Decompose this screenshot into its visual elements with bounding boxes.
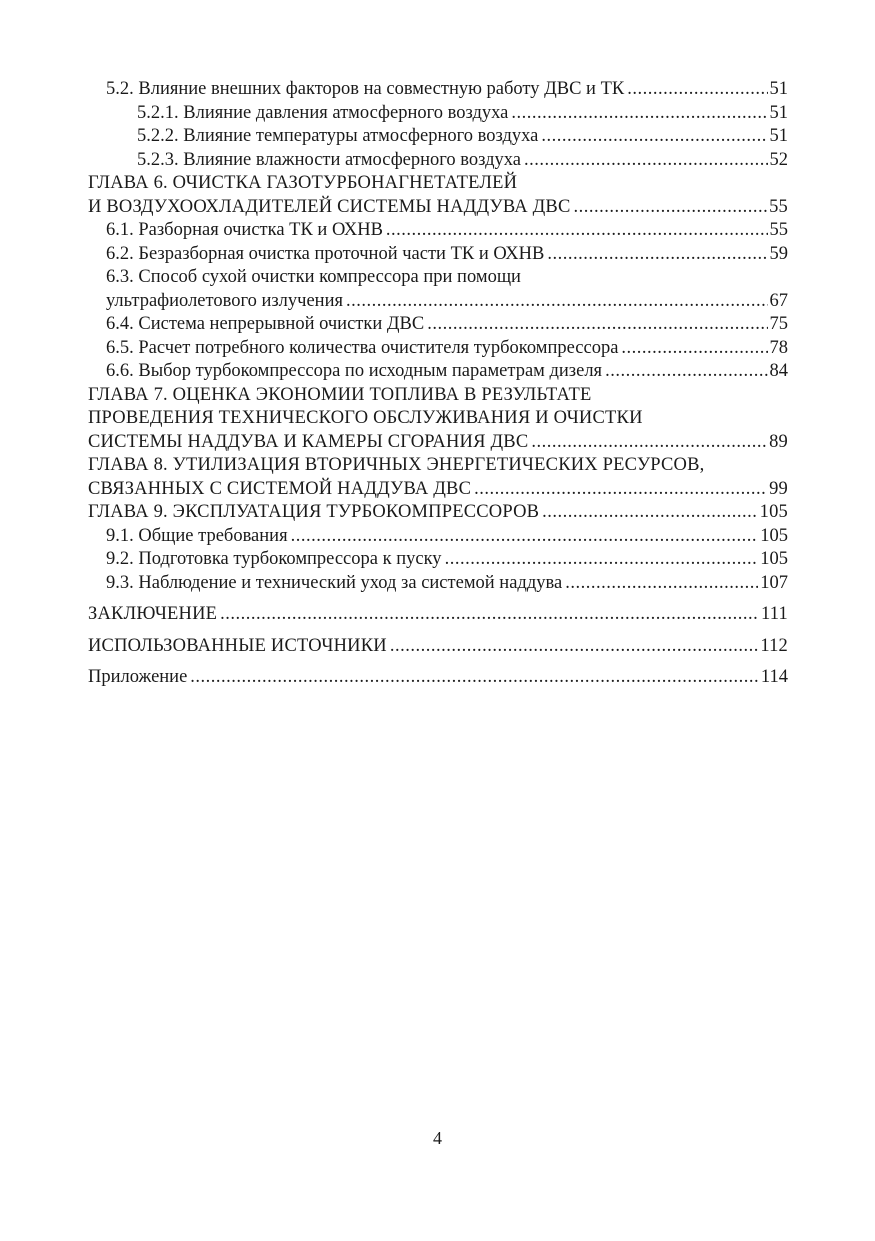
toc-chapter-entry[interactable]: [88, 603, 788, 627]
toc-entry-title: ЗАКЛЮЧЕНИЕ: [88, 604, 218, 624]
toc-entry-page: 67: [769, 290, 788, 311]
toc-entry-page: 114: [760, 667, 788, 687]
leader-dots: [541, 125, 767, 149]
leader-dots: [531, 431, 767, 455]
leader-dots: [390, 635, 759, 659]
leader-dots: [574, 196, 768, 220]
toc-entry[interactable]: [88, 548, 788, 572]
toc-entry-title: 9.1. Общие требования: [106, 525, 288, 546]
toc-entry-title: 9.2. Подготовка турбокомпрессора к пуску: [106, 549, 442, 569]
leader-dots: [627, 78, 767, 102]
page-number: 4: [433, 1128, 442, 1148]
toc-entry-page: 112: [760, 635, 788, 656]
toc-entry-page: 59: [769, 243, 788, 264]
chapter-7-title-line: ПРОВЕДЕНИЯ ТЕХНИЧЕСКОГО ОБСЛУЖИВАНИЯ И ОЧИСТКИ: [88, 408, 643, 428]
toc-entry[interactable]: [88, 525, 788, 549]
leader-dots: [474, 478, 767, 502]
toc-entry-page: 55: [769, 196, 788, 217]
toc-entry[interactable]: [88, 78, 788, 102]
leader-dots: [220, 603, 759, 627]
toc-entry-title: И ВОЗДУХООХЛАДИТЕЛЕЙ СИСТЕМЫ НАДДУВА ДВС: [88, 196, 571, 217]
leader-dots: [565, 572, 758, 596]
toc-entry-page: 107: [760, 572, 788, 593]
toc-entry-title: 5.2. Влияние внешних факторов на совместную работу ДВС и ТК: [106, 79, 625, 99]
chapter-8-title-line: ГЛАВА 8. УТИЛИЗАЦИЯ ВТОРИЧНЫХ ЭНЕРГЕТИЧЕСКИХ РЕСУРСОВ,: [88, 455, 705, 475]
toc-chapter-entry[interactable]: [88, 666, 788, 690]
toc-entry-title: 5.2.2. Влияние температуры атмосферного воздуха: [137, 126, 539, 146]
toc-entry[interactable]: [88, 337, 788, 361]
toc-entry-title: СИСТЕМЫ НАДДУВА И КАМЕРЫ СГОРАНИЯ ДВС: [88, 431, 529, 452]
toc-chapter-entry[interactable]: [88, 431, 788, 455]
toc-entry-title: Приложение: [88, 667, 188, 687]
leader-dots: [542, 501, 757, 525]
toc-entry[interactable]: [88, 102, 788, 126]
toc-entry-page: 52: [769, 149, 788, 170]
leader-dots: [547, 243, 767, 267]
leader-dots: [386, 219, 768, 243]
leader-dots: [621, 337, 767, 361]
toc-chapter-entry[interactable]: [88, 196, 788, 220]
toc-entry-title: СВЯЗАННЫХ С СИСТЕМОЙ НАДДУВА ДВС: [88, 478, 472, 499]
toc-entry[interactable]: [88, 290, 788, 314]
toc-entry-title: 6.2. Безразборная очистка проточной части ТК и ОХНВ: [106, 243, 545, 264]
section-6-3-title-line: 6.3. Способ сухой очистки компрессора при помощи: [106, 267, 521, 287]
toc-entry-title: 5.2.1. Влияние давления атмосферного воздуха: [137, 102, 509, 123]
toc-chapter-entry[interactable]: [88, 478, 788, 502]
toc-entry-page: 84: [769, 361, 788, 381]
toc-entry-page: 111: [761, 604, 788, 624]
toc-entry-page: 105: [760, 525, 788, 546]
chapter-7-title-line: ГЛАВА 7. ОЦЕНКА ЭКОНОМИИ ТОПЛИВА В РЕЗУЛЬТАТЕ: [88, 384, 592, 405]
toc-entry-page: 105: [759, 502, 788, 522]
toc-entry[interactable]: [88, 149, 788, 173]
leader-dots: [291, 525, 759, 549]
leader-dots: [427, 313, 767, 337]
toc-entry-page: 51: [769, 102, 788, 123]
leader-dots: [511, 102, 767, 126]
toc-chapter-entry[interactable]: [88, 501, 788, 525]
leader-dots: [524, 149, 767, 173]
leader-dots: [445, 548, 759, 572]
toc-entry-title: 6.5. Расчет потребного количества очистителя турбокомпрессора: [106, 337, 619, 358]
toc-entry-title: ГЛАВА 9. ЭКСПЛУАТАЦИЯ ТУРБОКОМПРЕССОРОВ: [88, 502, 540, 522]
toc-entry[interactable]: [88, 125, 788, 149]
chapter-6-title-line: ГЛАВА 6. ОЧИСТКА ГАЗОТУРБОНАГНЕТАТЕЛЕЙ: [88, 173, 518, 193]
leader-dots: [605, 360, 767, 384]
toc-entry-title: 9.3. Наблюдение и технический уход за системой наддува: [106, 572, 563, 593]
toc-entry-title: ультрафиолетового излучения: [106, 290, 343, 311]
toc-entry-page: 55: [769, 220, 788, 240]
toc-entry[interactable]: [88, 572, 788, 596]
toc-entry[interactable]: [88, 313, 788, 337]
toc-entry[interactable]: [88, 360, 788, 384]
toc-entry[interactable]: [88, 243, 788, 267]
toc-entry-page: 51: [769, 126, 788, 146]
table-of-contents: [88, 78, 788, 690]
toc-entry-title: 5.2.3. Влияние влажности атмосферного воздуха: [137, 149, 522, 170]
toc-entry-page: 51: [769, 79, 788, 99]
toc-entry-title: 6.1. Разборная очистка ТК и ОХНВ: [106, 220, 383, 240]
toc-entry[interactable]: [88, 219, 788, 243]
toc-entry-title: ИСПОЛЬЗОВАННЫЕ ИСТОЧНИКИ: [88, 635, 387, 656]
toc-entry-page: 75: [769, 314, 788, 334]
leader-dots: [190, 666, 759, 690]
toc-entry-page: 78: [769, 337, 788, 358]
toc-chapter-entry[interactable]: [88, 635, 788, 659]
toc-entry-page: 99: [769, 478, 788, 499]
toc-entry-page: 105: [760, 549, 788, 569]
toc-entry-page: 89: [769, 431, 788, 452]
toc-entry-title: 6.4. Система непрерывной очистки ДВС: [106, 314, 425, 334]
leader-dots: [346, 290, 768, 314]
toc-entry-title: 6.6. Выбор турбокомпрессора по исходным параметрам дизеля: [106, 361, 603, 381]
